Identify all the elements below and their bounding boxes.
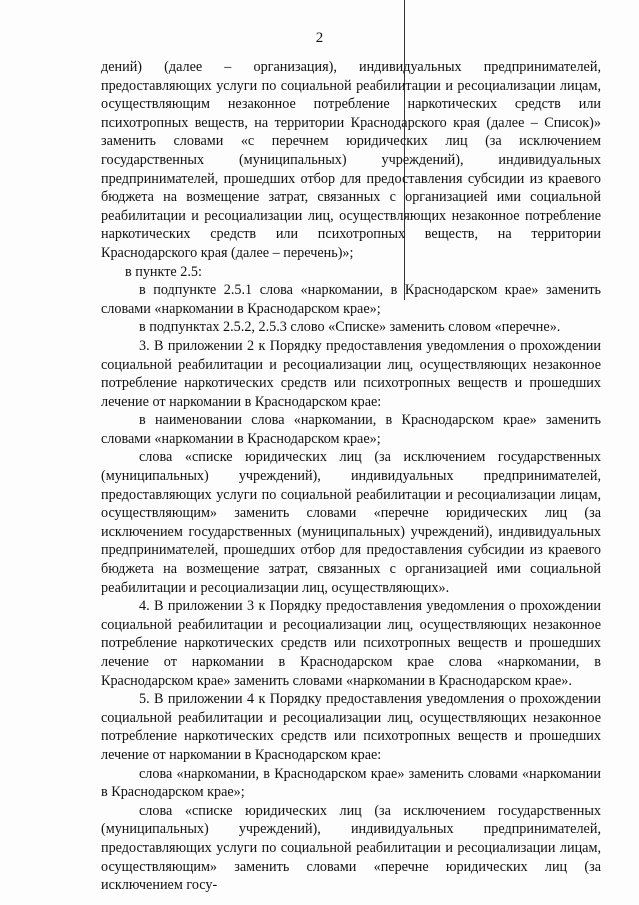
page-number: 2 <box>315 30 324 46</box>
paragraph-subitems-2-5-2-2-5-3: в подпунктах 2.5.2, 2.5.3 слово «Списке» заменить словом «перечне». <box>139 319 561 336</box>
paragraph-section-5: 5. В приложении 4 к Порядку предоставления уведомления о прохождении социальной реабилитации и ресоциализации лиц, осуществляющих незаконное потребление наркотических средств или психотропных веществ и прошедших лечение от наркомании в Краснодарском крае: <box>101 691 601 763</box>
paragraph-item-2-5: в пункте 2.5: <box>125 263 202 280</box>
paragraph-section-4: 4. В приложении 3 к Порядку предоставления уведомления о прохождении социальной реабилитации и ресоциализации лиц, осуществляющих незаконное потребление наркотических средств или психотропных веществ и прошедших лечение от наркомании в Краснодарском крае слова «наркомании, в Краснодарском крае» заменить словами «наркомании в Краснодарском крае». <box>101 598 601 689</box>
document-body <box>101 58 601 895</box>
paragraph-section-3-title-change: в наименовании слова «наркомании, в Краснодарском крае» заменить словами «наркомании в Краснодарском крае»; <box>101 412 601 447</box>
paragraph-subitem-2-5-1: в подпункте 2.5.1 слова «наркомании, в Краснодарском крае» заменить словами «наркомании в Краснодарском крае»; <box>101 282 601 317</box>
paragraph-section-3: 3. В приложении 2 к Порядку предоставления уведомления о прохождении социальной реабилитации и ресоциализации лиц, осуществляющих незаконное потребление наркотических средств или психотропных веществ и прошедших лечение от наркомании в Краснодарском крае: <box>101 337 601 410</box>
paragraph-continuation: дений) (далее – организация), индивидуальных предпринимателей, предоставляющих услуги по социальной реабилитации и ресоциализации лицам, осуществляющим незаконное потребление наркотических средств или психотропных веществ, на территории Краснодарского края (далее – Список)» заменить словами «с перечнем юридических лиц (за исключением государственных (муниципальных) учреждений), индивидуальных предпринимателей, прошедших отбор для предоставления субсидии из краевого бюджета на возмещение затрат, связанных с организацией ими социальной реабилитации и ресоциализации лиц, осуществляющих незаконное потребление наркотических средств или психотропных веществ, на территории Краснодарского края (далее – перечень)»; <box>101 59 601 261</box>
paragraph-section-5-words-change-1: слова «наркомании, в Краснодарском крае» заменить словами «наркомании в Краснодарском крае»; <box>101 765 601 801</box>
paragraph-section-3-words-change: слова «списке юридических лиц (за исключением государственных (муниципальных) учреждений), индивидуальных предпринимателей, предоставляющих услуги по социальной реабилитации и ресоциализации лицам, осуществляющим» заменить словами «перечне юридических лиц (за исключением государственных (муниципальных) учреждений), индивидуальных предпринимателей, прошедших отбор для предоставления субсидии из краевого бюджета на возмещение затрат, связанных с организацией ими социальной реабилитации и ресоциализации лиц, осуществляющих». <box>101 449 601 596</box>
paragraph-section-5-words-change-2: слова «списке юридических лиц (за исключением государственных (муниципальных) учреждений), индивидуальных предпринимателей, предоставляющих услуги по социальной реабилитации и ресоциализации лицам, осуществляющим» заменить словами «перечне юридических лиц (за исключением госу- <box>101 802 601 894</box>
